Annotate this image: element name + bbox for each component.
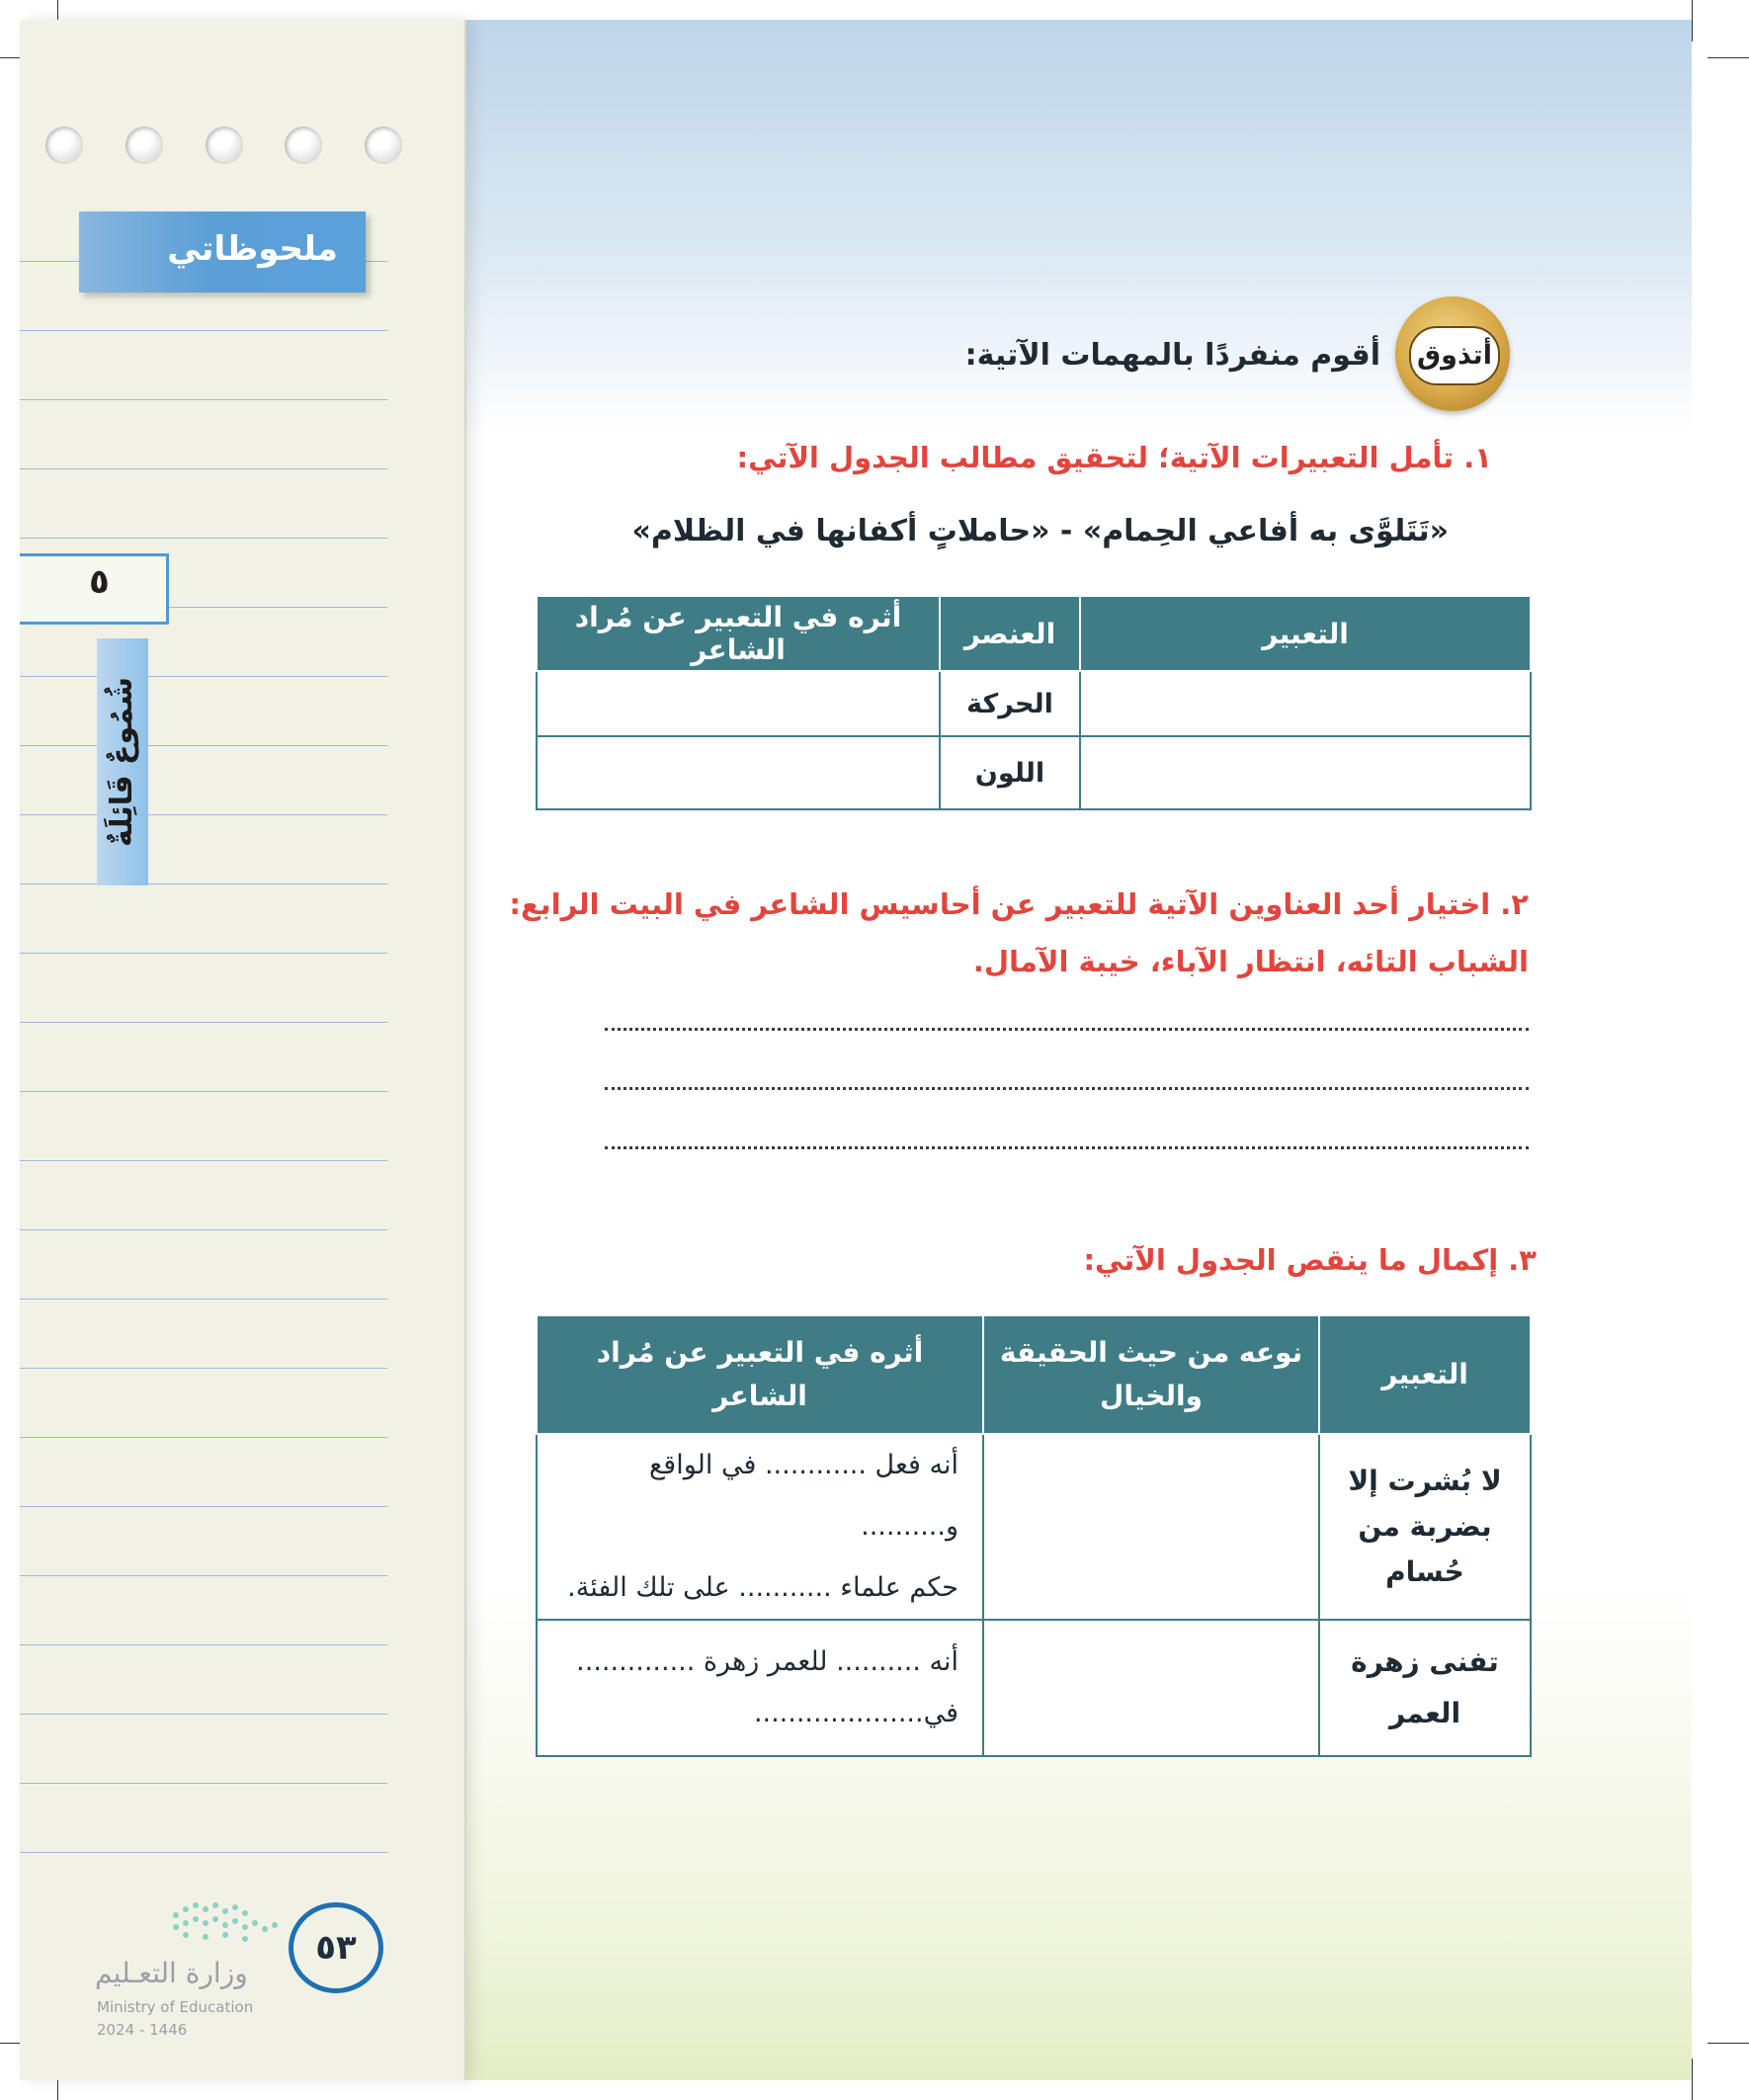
effect-line: في.................... xyxy=(753,1698,958,1728)
crop-mark xyxy=(1707,2043,1749,2044)
ruled-line xyxy=(20,1506,387,1507)
effect-cell[interactable] xyxy=(537,736,940,809)
taste-badge-label: أتذوق xyxy=(1409,326,1500,385)
task2-title: ٢. اختيار أحد العناوين الآتية للتعبير عن أحاسيس الشاعر في البيت الرابع: xyxy=(509,887,1529,921)
element-cell: الحركة xyxy=(940,671,1080,736)
ministry-name-arabic: وزارة التعـليم xyxy=(95,1957,248,1989)
notes-title: ملحوظاتي xyxy=(167,229,338,269)
expression-cell: تفنى زهرة العمر xyxy=(1319,1620,1531,1756)
header-type: نوعه من حيث الحقيقة والخيال xyxy=(983,1315,1319,1434)
table-header-row xyxy=(537,1315,1531,1434)
ruled-line xyxy=(20,1160,387,1161)
ruled-line xyxy=(20,814,387,815)
effect-line: أنه فعل ............ في الواقع و.......... xyxy=(648,1450,958,1542)
ruled-line xyxy=(20,1437,387,1438)
ruled-line xyxy=(20,1714,387,1715)
header-element: العنصر xyxy=(940,596,1080,671)
ruled-line xyxy=(20,468,387,469)
ruled-line xyxy=(20,1368,387,1369)
binder-hole xyxy=(285,126,322,164)
ruled-line xyxy=(20,1022,387,1023)
task3-title: ٣. إكمال ما ينقص الجدول الآتي: xyxy=(1083,1243,1537,1277)
taste-badge-icon xyxy=(1395,296,1510,411)
task1-table xyxy=(536,595,1532,810)
crop-mark xyxy=(1692,0,1693,42)
unit-number: ٥ xyxy=(89,562,110,602)
table-row xyxy=(537,1620,1531,1756)
ruled-line xyxy=(20,1644,387,1645)
header-effect: أثره في التعبير عن مُراد الشاعر xyxy=(537,1315,983,1434)
notes-tab xyxy=(79,211,366,293)
table-row xyxy=(537,1434,1531,1620)
ruled-line xyxy=(20,1852,387,1853)
unit-name-strip xyxy=(97,638,148,885)
unit-number-box xyxy=(20,553,169,625)
header-expression: التعبير xyxy=(1319,1315,1531,1434)
binder-hole xyxy=(45,126,83,164)
answer-line[interactable] xyxy=(605,1028,1529,1031)
effect-line: حكم علماء ........... على تلك الفئة. xyxy=(567,1572,958,1603)
ruled-line xyxy=(20,1783,387,1784)
ministry-year: 2024 - 1446 xyxy=(97,2021,188,2039)
ruled-line xyxy=(20,538,387,539)
ruled-line xyxy=(20,1575,387,1576)
ruled-line xyxy=(20,399,387,400)
notes-sidebar xyxy=(20,20,466,2080)
table-row xyxy=(537,736,1531,809)
effect-cell[interactable] xyxy=(537,1434,983,1620)
effect-cell[interactable] xyxy=(537,671,940,736)
expression-cell[interactable] xyxy=(1080,736,1531,809)
ruled-line xyxy=(20,1229,387,1230)
crop-mark xyxy=(1707,57,1749,58)
ministry-logo-icon xyxy=(168,1895,292,1947)
crop-mark xyxy=(1692,2058,1693,2100)
effect-line: أنه .......... للعمر زهرة .............. xyxy=(576,1646,958,1677)
expression-cell: لا بُشرت إلا بضربة من حُسام xyxy=(1319,1434,1531,1620)
task1-quote: «تَتَلوَّى به أفاعي الحِمام» - «حاملاتٍ أكفانها في الظلام» xyxy=(631,514,1449,548)
header-expression: التعبير xyxy=(1080,596,1531,671)
ministry-name-english: Ministry of Education xyxy=(97,1998,254,2016)
ruled-line xyxy=(20,745,387,746)
binder-hole xyxy=(206,126,243,164)
page-number: ٥٣ xyxy=(289,1902,383,1993)
intro-text: أقوم منفردًا بالمهمات الآتية: xyxy=(964,338,1380,373)
answer-line[interactable] xyxy=(605,1146,1529,1149)
unit-name: شُمُوعٌ قَائِلَةٌ xyxy=(105,677,139,847)
effect-cell[interactable] xyxy=(537,1620,983,1756)
binder-hole xyxy=(125,126,163,164)
header-effect: أثره في التعبير عن مُراد الشاعر xyxy=(537,596,940,671)
task2-options: الشباب التائه، انتظار الآباء، خيبة الآمال. xyxy=(972,945,1529,978)
table-header-row xyxy=(537,596,1531,671)
ruled-line xyxy=(20,330,387,331)
expression-cell[interactable] xyxy=(1080,671,1531,736)
type-cell[interactable] xyxy=(983,1434,1319,1620)
element-cell: اللون xyxy=(940,736,1080,809)
ruled-line xyxy=(20,1091,387,1092)
ruled-line xyxy=(20,883,387,884)
main-background xyxy=(466,20,1692,2080)
binder-hole xyxy=(365,126,402,164)
ruled-line xyxy=(20,953,387,954)
answer-line[interactable] xyxy=(605,1087,1529,1090)
ruled-line xyxy=(20,676,387,677)
ruled-line xyxy=(20,1299,387,1300)
task1-title: ١. تأمل التعبيرات الآتية؛ لتحقيق مطالب الجدول الآتي: xyxy=(736,441,1492,474)
type-cell[interactable] xyxy=(983,1620,1319,1756)
task3-table xyxy=(536,1314,1532,1757)
table-row xyxy=(537,671,1531,736)
